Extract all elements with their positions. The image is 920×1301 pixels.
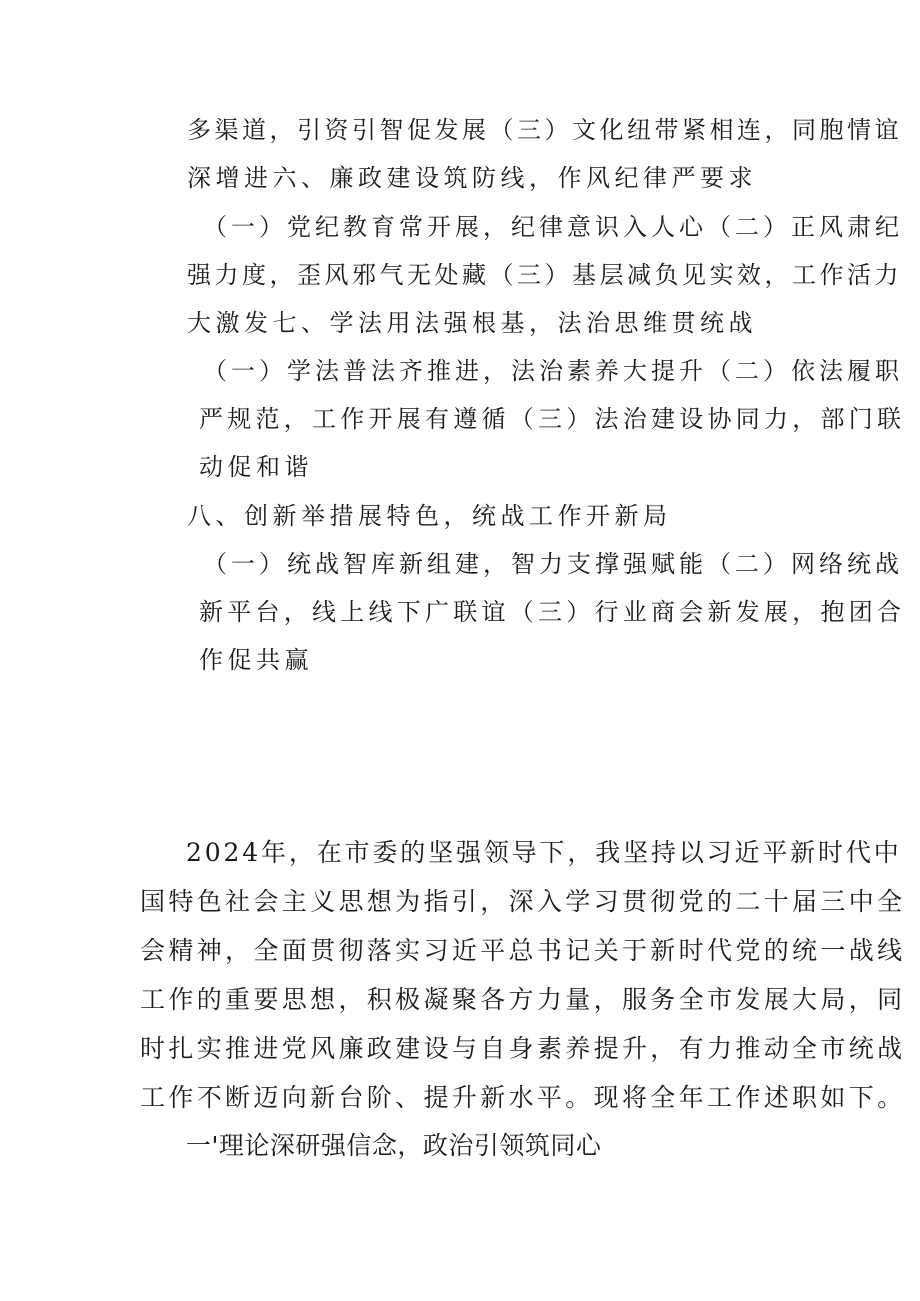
outline-line: （一）统战智库新组建，智力支撑强赋能（二）网络统战 [203,550,903,578]
outline-line: 多渠道，引资引智促发展（三）文化纽带紧相连，同胞情谊 [187,116,902,144]
outline-line: 新平台，线上线下广联谊（三）行业商会新发展，抱团合 [199,598,906,626]
section-heading: 一'理论深研强信念，政治引领筑同心 [186,1131,602,1160]
outline-line: 大激发七、学法用法强根基，法治思维贯统战 [187,309,757,337]
outline-line: 动促和谐 [199,453,313,481]
report-line: 会精神，全面贯彻落实习近平总书记关于新时代党的统一战线 [140,936,906,965]
report-line: 工作的重要思想，积极凝聚各方力量，服务全市发展大局，同 [140,985,906,1014]
report-line: 国特色社会主义思想为指引，深入学习贯彻党的二十届三中全 [140,887,906,916]
report-line: 时扎实推进党风廉政建设与自身素养提升，有力推动全市统战 [140,1034,906,1063]
outline-line: （一）学法普法齐推进，法治素养大提升（二）依法履职 [203,357,903,385]
outline-line: 深增进六、廉政建设筑防线，作风纪律严要求 [187,164,757,192]
report-line: 2024年，在市委的坚强领导下，我坚持以习近平新时代中 [186,838,902,867]
outline-line: （一）党纪教育常开展，纪律意识入人心（二）正风肃纪 [203,213,903,241]
report-line: 工作不断迈向新台阶、提升新水平。现将全年工作述职如下。 [140,1083,906,1112]
outline-line: 作促共赢 [199,646,313,674]
outline-line: 严规范，工作开展有遵循（三）法治建设协同力，部门联 [199,405,906,433]
outline-line: 强力度，歪风邪气无处藏（三）基层减负见实效，工作活力 [187,261,902,289]
outline-line: 八、创新举措展特色，统战工作开新局 [187,502,672,530]
